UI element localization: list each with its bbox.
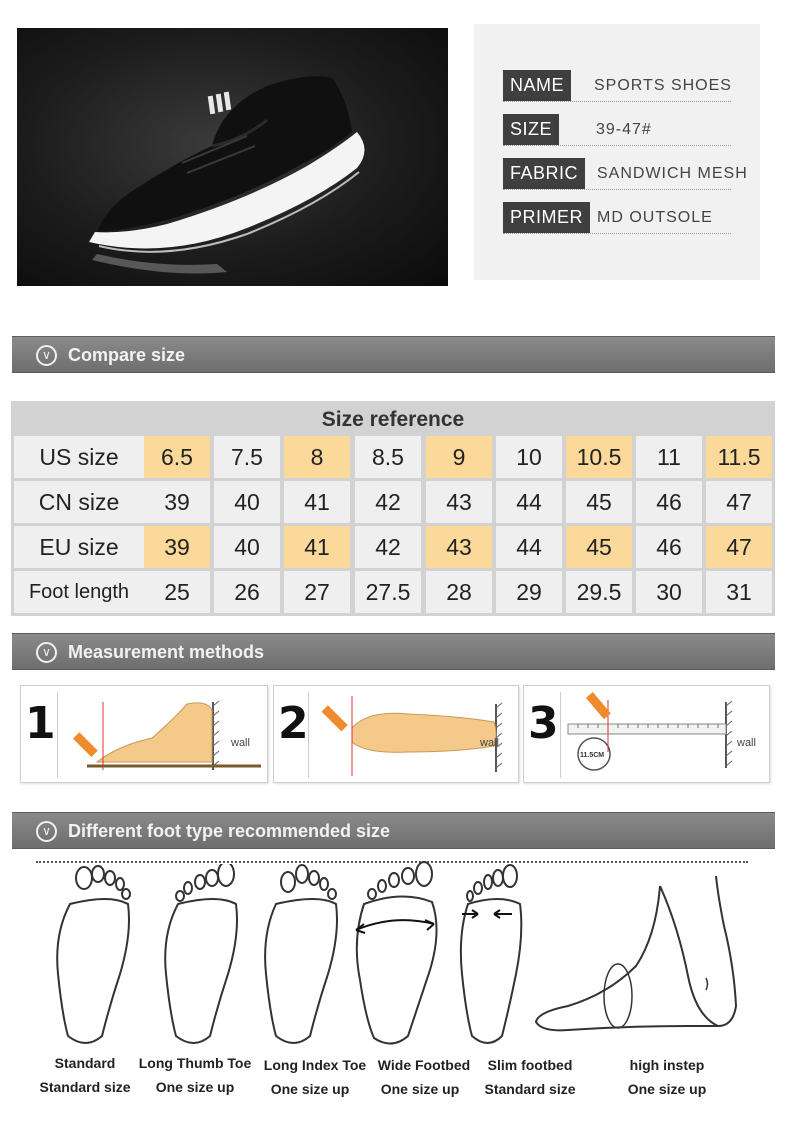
spec-row-primer: [503, 202, 731, 234]
table-cell: 8.5: [355, 436, 421, 478]
spec-key: SIZE: [503, 114, 559, 145]
table-row-cn: [11, 481, 775, 523]
table-cell: 11: [636, 436, 702, 478]
spec-value: 39-47#: [596, 121, 652, 138]
table-cell: 6.5: [144, 436, 210, 478]
table-cell: 9: [426, 436, 492, 478]
spec-row-fabric: [503, 158, 748, 190]
foot-size-recommendation: Standard size: [484, 1081, 576, 1097]
table-cell: 46: [636, 526, 702, 568]
spec-value: SANDWICH MESH: [597, 165, 748, 182]
spec-key: NAME: [503, 70, 571, 101]
spec-key: PRIMER: [503, 202, 590, 233]
table-cell: 40: [214, 526, 280, 568]
step-number: 2: [278, 698, 309, 749]
section-title: Different foot type recommended size: [68, 821, 391, 841]
foot-wide-footbed-icon: [350, 860, 440, 1050]
foot-size-recommendation: One size up: [627, 1081, 707, 1097]
foot-type-label: Long Index Toe: [263, 1057, 367, 1073]
table-cell: 45: [566, 526, 632, 568]
table-cell: 44: [496, 481, 562, 523]
table-cell: 44: [496, 526, 562, 568]
table-row-foot-length: [11, 571, 775, 613]
row-label: US size: [14, 436, 144, 478]
chevron-down-icon: ∨: [36, 821, 57, 842]
spec-row-name: [503, 70, 731, 102]
wall-label: wall: [480, 737, 499, 749]
table-cell: 29: [496, 571, 562, 613]
foot-type-header: [12, 812, 775, 849]
measure-step-3: [523, 685, 770, 783]
foot-type-label: Standard: [54, 1055, 116, 1071]
table-cell: 8: [284, 436, 350, 478]
table-cell: 7.5: [214, 436, 280, 478]
table-cell: 26: [214, 571, 280, 613]
measurement-methods-header: [12, 633, 775, 670]
foot-type-label: Long Thumb Toe: [138, 1055, 252, 1071]
table-cell: 27: [284, 571, 350, 613]
foot-standard-icon: [40, 864, 140, 1050]
sneaker-image: [17, 28, 448, 286]
table-cell: 40: [214, 481, 280, 523]
table-cell: 27.5: [355, 571, 421, 613]
spec-key: FABRIC: [503, 158, 585, 189]
table-cell: 47: [706, 481, 772, 523]
compare-size-header: [12, 336, 775, 373]
foot-size-recommendation: One size up: [270, 1081, 350, 1097]
chevron-down-icon: ∨: [36, 345, 57, 366]
table-cell: 43: [426, 526, 492, 568]
product-photo: [17, 28, 448, 286]
table-row-eu: [11, 526, 775, 568]
foot-type-label: high instep: [629, 1057, 705, 1073]
foot-size-recommendation: One size up: [380, 1081, 460, 1097]
table-cell: 42: [355, 481, 421, 523]
table-cell: 29.5: [566, 571, 632, 613]
row-label: CN size: [14, 481, 144, 523]
table-cell: 30: [636, 571, 702, 613]
measure-step-1: [20, 685, 268, 783]
foot-type-label: Slim footbed: [487, 1057, 573, 1073]
foot-size-recommendation: One size up: [155, 1079, 235, 1095]
table-row-us: [11, 436, 775, 478]
spec-value: SPORTS SHOES: [594, 77, 732, 94]
foot-long-thumb-toe-icon: [148, 864, 248, 1050]
chevron-down-icon: ∨: [36, 642, 57, 663]
table-cell: 39: [144, 526, 210, 568]
foot-top-icon: [308, 692, 518, 778]
wall-label: wall: [737, 737, 756, 749]
measure-step-2: [273, 685, 519, 783]
table-cell: 25: [144, 571, 210, 613]
foot-high-instep-icon: [528, 866, 748, 1046]
foot-side-icon: [57, 692, 267, 778]
table-cell: 31: [706, 571, 772, 613]
ruler-icon: [560, 692, 768, 778]
step-number: 3: [528, 698, 559, 749]
table-cell: 47: [706, 526, 772, 568]
table-cell: 46: [636, 481, 702, 523]
table-cell: 45: [566, 481, 632, 523]
foot-slim-footbed-icon: [448, 864, 528, 1050]
table-cell: 39: [144, 481, 210, 523]
size-reference-table: [11, 401, 775, 616]
foot-long-index-toe-icon: [252, 864, 352, 1050]
spec-value: MD OUTSOLE: [597, 209, 713, 226]
table-cell: 11.5: [706, 436, 772, 478]
table-caption: Size reference: [321, 408, 465, 431]
spec-card: [474, 24, 760, 280]
spec-row-size: [503, 114, 731, 146]
table-cell: 41: [284, 526, 350, 568]
foot-size-recommendation: Standard size: [39, 1079, 131, 1095]
table-cell: 42: [355, 526, 421, 568]
table-cell: 10.5: [566, 436, 632, 478]
table-cell: 10: [496, 436, 562, 478]
section-title: Measurement methods: [68, 642, 265, 662]
table-cell: 41: [284, 481, 350, 523]
foot-type-label: Wide Footbed: [377, 1057, 471, 1073]
ruler-reading: 11.5CM: [580, 752, 605, 759]
wall-label: wall: [231, 737, 250, 749]
row-label: EU size: [14, 526, 144, 568]
table-cell: 28: [426, 571, 492, 613]
table-cell: 43: [426, 481, 492, 523]
section-title: Compare size: [68, 345, 186, 365]
row-label: Foot length: [14, 571, 144, 613]
step-number: 1: [25, 698, 56, 749]
